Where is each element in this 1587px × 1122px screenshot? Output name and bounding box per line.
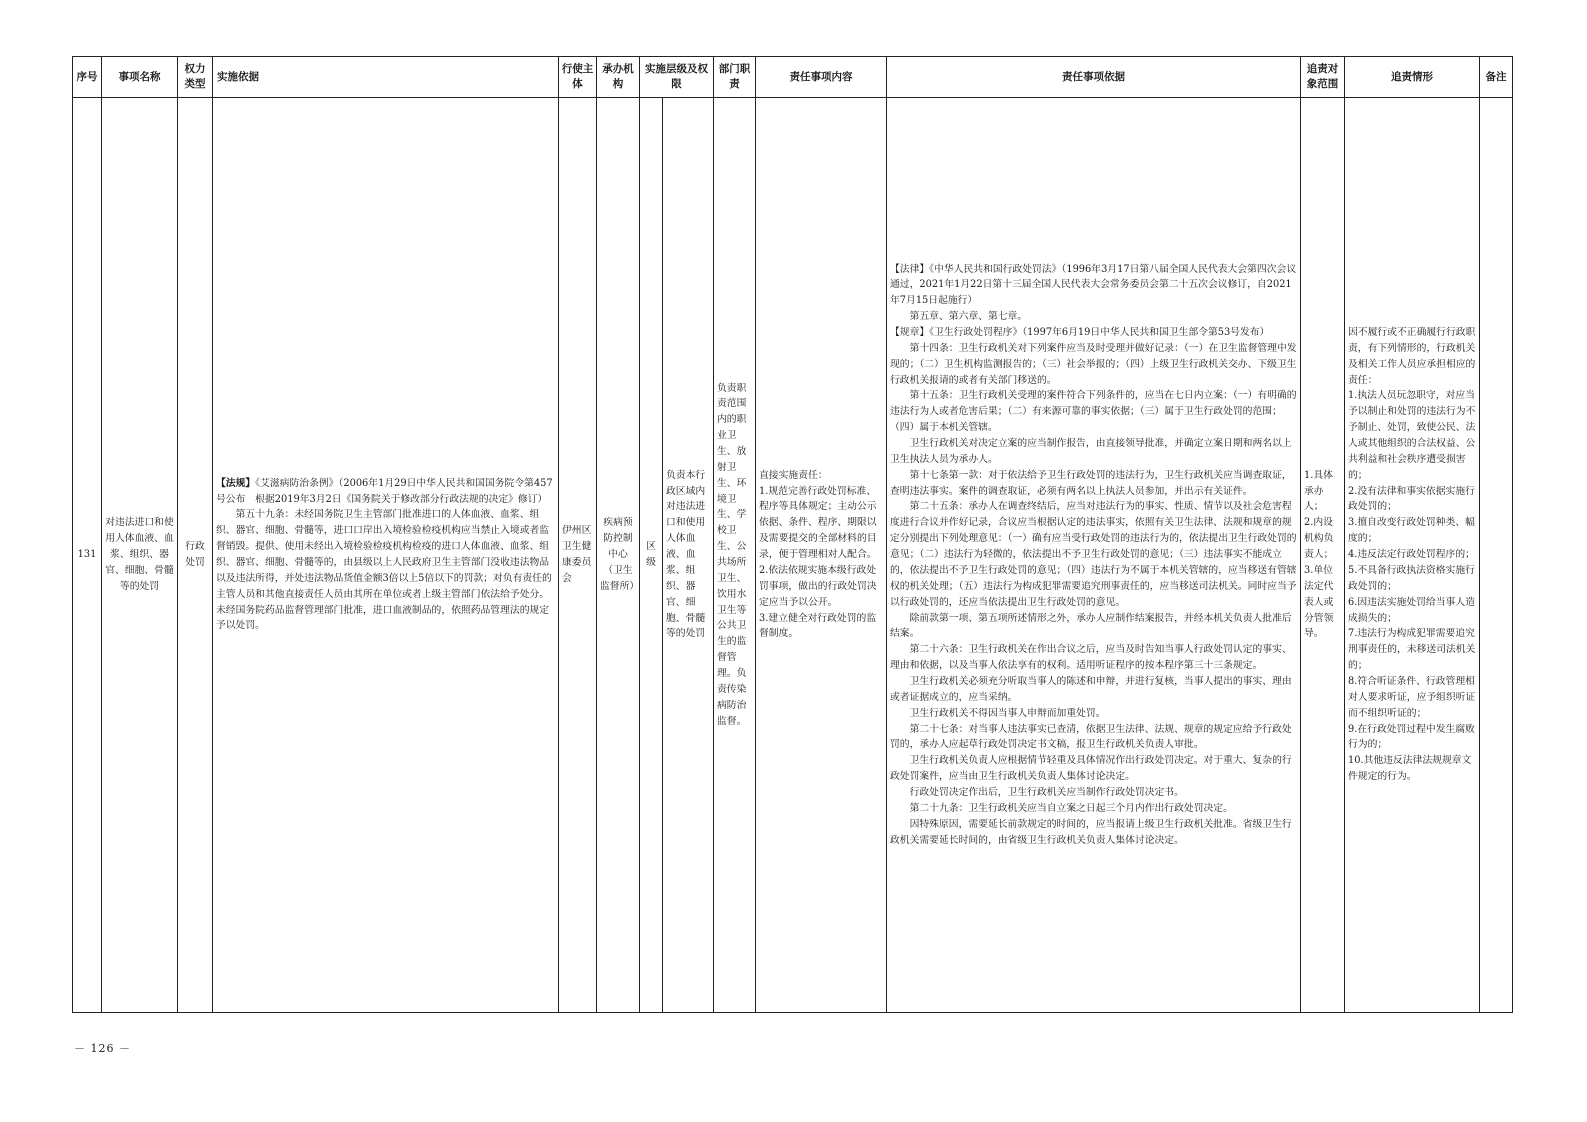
cell-level-authority: 负责本行政区域内对违法进口和使用人体血液、血浆、组织、器官、细胞、骨髓等的处罚 <box>663 98 714 1013</box>
header-scope: 追责对象范围 <box>1301 57 1345 98</box>
resp-basis-para: 第十四条：卫生行政机关对下列案件应当及时受理并做好记录：（一）在卫生监督管理中发现的；（二）卫生机构监测报告的；（三）社会举报的；（四）上级卫生行政机关交办、下级卫生行政机关报请的或者有关部门移送的。 <box>890 342 1297 386</box>
resp-basis-para: 卫生行政机关对决定立案的应当制作报告，由直接领导批准，并确定立案日期和两名以上卫生执法人员为承办人。 <box>890 438 1292 465</box>
cell-dept-duty: 负责职责范围内的职业卫生、放射卫生、环境卫生、学校卫生、公共场所卫生、饮用水卫生等公共卫生的监督管理。负责传染病防治监督。 <box>714 98 756 1013</box>
cell-power-type: 行政处罚 <box>178 98 213 1013</box>
header-resp-basis: 责任事项依据 <box>887 57 1301 98</box>
situation-line: 1.执法人员玩忽职守，对应当予以制止和处罚的违法行为不予制止、处罚，致使公民、法人或其他组织的合法权益、公共利益和社会秩序遭受损害的； <box>1348 390 1476 481</box>
basis-label: 【法规】 <box>216 477 256 489</box>
resp-content-line: 3.建立健全对行政处罚的监督制度。 <box>759 612 877 640</box>
resp-content-line: 2.依法依规实施本级行政处罚事项，做出的行政处罚决定应当予以公开。 <box>759 564 877 608</box>
scope-line: 2.内设机构负责人； <box>1304 517 1334 561</box>
situation-line: 9.在行政处罚过程中发生腐败行为的； <box>1348 723 1475 751</box>
header-item-name: 事项名称 <box>102 57 178 98</box>
situation-line: 5.不具备行政执法资格实施行政处罚的； <box>1348 564 1475 592</box>
header-row <box>73 57 1513 98</box>
resp-basis-para: 第二十九条：卫生行政机关应当自立案之日起三个月内作出行政处罚决定。 <box>909 802 1233 814</box>
cell-scope <box>1301 98 1345 1013</box>
cell-situation <box>1345 98 1480 1013</box>
cell-seq: 131 <box>73 98 102 1013</box>
cell-basis <box>213 98 559 1013</box>
resp-basis-para: 卫生行政机关负责人应根据情节轻重及具体情况作出行政处罚决定。对于重大、复杂的行政处罚案件，应当由卫生行政机关负责人集体讨论决定。 <box>890 755 1292 783</box>
resp-basis-para: 因特殊原因，需要延长前款规定的时间的，应当报请上级卫生行政机关批准。省级卫生行政机关需要延长时间的，由省级卫生行政机关负责人集体讨论决定。 <box>890 818 1292 846</box>
scope-line: 3.单位法定代表人或分管领导。 <box>1304 564 1334 640</box>
situation-line: 10.其他违反法律法规规章文件规定的行为。 <box>1348 755 1472 783</box>
resp-basis-para: 第二十六条：卫生行政机关在作出合议之后，应当及时告知当事人行政处罚认定的事实、理由和依据，以及当事人依法享有的权利。适用听证程序的按本程序第三十三条规定。 <box>890 644 1292 672</box>
header-remark: 备注 <box>1480 57 1513 98</box>
cell-remark <box>1480 98 1513 1013</box>
situation-line: 7.违法行为构成犯罪需要追究刑事责任的，未移送司法机关的； <box>1348 628 1476 672</box>
cell-level: 区级 <box>640 98 663 1013</box>
header-basis: 实施依据 <box>213 57 559 98</box>
situation-line: 6.因违法实施处罚给当事人造成损失的； <box>1348 596 1475 624</box>
resp-basis-para: 第二十五条：承办人在调查终结后，应当对违法行为的事实、性质、情节以及社会危害程度进行合议并作好记录，合议应当根据认定的违法事实，依照有关卫生法律、法规和规章的规定分别提出下列处理意见：（一）确有应当受行政处罚的违法行为的，依法提出卫生行政处罚的意见；（二）违法行为轻微的，依法提出不予卫生行政处罚的意见；（三）违法事实不能成立的，依法提出不予卫生行政处罚的意见；（四）违法行为不属于本机关管辖的，应当移送有管辖权的机关处理；（五）违法行为构成犯罪需要追究刑事责任的，应当移送司法机关。同时应当予以行政处罚的，还应当依法提出卫生行政处罚的意见。 <box>890 501 1297 608</box>
resp-basis-para: 除前款第一项、第五项所述情形之外，承办人应制作结案报告，并经本机关负责人批准后结案。 <box>890 612 1292 640</box>
header-dept-duty: 部门职责 <box>714 57 756 98</box>
resp-basis-para: 第五章、第六章、第七章。 <box>909 311 1028 323</box>
table-row <box>73 98 1513 1013</box>
resp-basis-para: 行政处罚决定作出后，卫生行政机关应当制作行政处罚决定书。 <box>909 786 1184 798</box>
header-level: 实施层级及权限 <box>640 57 714 98</box>
situation-line: 4.违反法定行政处罚程序的； <box>1348 549 1475 561</box>
situation-line: 2.没有法律和事实依据实施行政处罚的； <box>1348 485 1475 513</box>
basis-p1: 《艾滋病防治条例》（2006年1月29日中华人民共和国国务院令第457号公布 根据2019年3月2日《国务院关于修改部分行政法规的决定》修订） <box>216 477 553 505</box>
scope-line: 1.具体承办人； <box>1304 469 1333 513</box>
header-seq: 序号 <box>73 57 102 98</box>
header-handler: 承办机构 <box>597 57 640 98</box>
resp-content-line: 1.规范完善行政处罚标准、程序等具体规定；主动公示依据、条件、程序、期限以及需要提交的全部材料的目录，便于管理相对人配合。 <box>759 485 877 561</box>
resp-basis-para: 第二十七条：对当事人违法事实已查清，依据卫生法律、法规、规章的规定应给予行政处罚的，承办人应起草行政处罚决定书文稿，报卫生行政机关负责人审批。 <box>890 723 1292 751</box>
situation-line: 8.符合听证条件、行政管理相对人要求听证，应予组织听证而不组织听证的； <box>1348 675 1476 719</box>
responsibility-table <box>72 56 1513 1013</box>
situation-line: 3.擅自改变行政处罚种类、幅度的； <box>1348 517 1475 545</box>
header-subject: 行使主体 <box>559 57 597 98</box>
cell-item-name: 对违法进口和使用人体血液、血浆、组织、器官、细胞、骨髓等的处罚 <box>102 98 178 1013</box>
header-resp-content: 责任事项内容 <box>756 57 887 98</box>
resp-basis-para: 【规章】《卫生行政处罚程序》（1997年6月19日中华人民共和国卫生部令第53号发布） <box>890 327 1270 339</box>
cell-resp-basis <box>887 98 1301 1013</box>
situation-line: 因不履行或不正确履行行政职责，有下列情形的，行政机关及相关工作人员应承担相应的责任： <box>1348 327 1476 386</box>
resp-basis-para: 第十五条：卫生行政机关受理的案件符合下列条件的，应当在七日内立案：（一）有明确的违法行为人或者危害后果；（二）有来源可靠的事实依据；（三）属于卫生行政处罚的范围；（四）属于本机关管辖。 <box>890 390 1297 434</box>
resp-basis-para: 第十七条第一款：对于依法给予卫生行政处罚的违法行为，卫生行政机关应当调查取证，查明违法事实。案件的调查取证，必须有两名以上执法人员参加，并出示有关证件。 <box>890 469 1292 497</box>
page-number: － 126 － <box>74 1042 131 1055</box>
resp-basis-para: 【法律】《中华人民共和国行政处罚法》（1996年3月17日第八届全国人民代表大会第四次会议通过，2021年1月22日第十三届全国人民代表大会常务委员会第二十五次会议修订，自2021年7月15日起施行） <box>890 263 1297 307</box>
cell-handler: 疾病预防控制中心（卫生监督所） <box>597 98 640 1013</box>
header-power-type: 权力类型 <box>178 57 213 98</box>
resp-basis-para: 卫生行政机关不得因当事人申辩而加重处罚。 <box>909 707 1106 719</box>
basis-p2: 第五十九条：未经国务院卫生主管部门批准进口的人体血液、血浆、组织、器官、细胞、骨髓等，进口口岸出入境检验检疫机构应当禁止入境或者监督销毁。提供、使用未经出入境检验检疫机构检疫的进口人体血液、血浆、组织、器官、细胞、骨髓等的，由县级以上人民政府卫生主管部门没收违法物品以及违法所得，并处违法物品货值金额3倍以上5倍以下的罚款；对负有责任的主管人员和其他直接责任人员由其所在单位或者上级主管部门依法给予处分。未经国务院药品监督管理部门批准，进口血液制品的，依照药品管理法的规定予以处罚。 <box>216 509 552 632</box>
cell-resp-content <box>756 98 887 1013</box>
cell-subject: 伊州区卫生健康委员会 <box>559 98 597 1013</box>
resp-content-line: 直接实施责任： <box>759 469 828 481</box>
header-situation: 追责情形 <box>1345 57 1480 98</box>
resp-basis-para: 卫生行政机关必须充分听取当事人的陈述和申辩，并进行复核，当事人提出的事实、理由或者证据成立的，应当采纳。 <box>890 675 1292 703</box>
